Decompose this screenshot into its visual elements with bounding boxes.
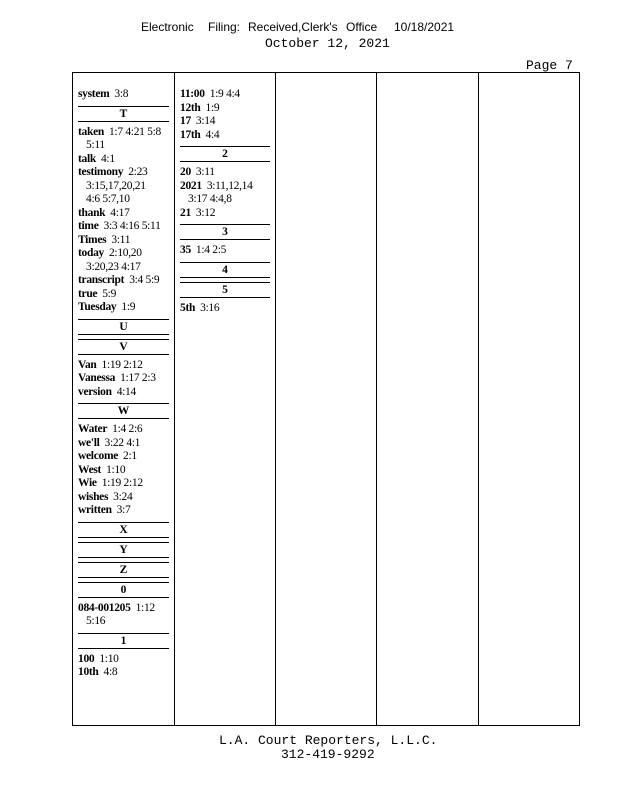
section-header: 2 [180,146,270,162]
index-entry [78,450,174,464]
page-line-refs: 1:10 [99,652,119,665]
index-term: Van [78,358,97,371]
index-entry [180,129,275,143]
page-line-refs: 1:4 2:6 [112,423,143,435]
index-term: time [78,220,99,232]
page-line-refs: 3:14 [195,115,216,127]
index-entry [78,386,174,400]
index-entry [78,153,174,167]
section-header: X [78,522,169,538]
section-header: 3 [180,224,270,240]
stamp-word: Electronic [141,20,194,34]
reporter-name: L.A. Court Reporters, L.L.C. [219,733,438,748]
page-line-refs: 4:4 [205,128,220,141]
index-entry [78,423,174,437]
page-line-refs: 2:10,20 [108,247,142,259]
index-term: 5th [180,301,196,314]
index-entry [78,477,174,491]
index-entry [78,288,174,302]
index-entry [180,166,275,180]
index-term: true [78,287,98,300]
reporter-phone: 312-419-9292 [281,747,375,762]
page-line-refs: 5:11 [86,139,105,151]
page-line-refs: 3:22 4:1 [104,436,141,449]
index-column-3 [276,73,377,725]
word-index [72,72,580,726]
index-entry [78,88,174,102]
page-line-refs: 1:17 2:3 [120,372,156,384]
page-line-refs: 3:8 [114,88,129,100]
index-entry [78,602,174,616]
index-entry [180,244,275,258]
index-term: version [78,385,112,398]
index-entry [180,302,275,316]
index-term: Tuesday [78,301,117,313]
index-term: welcome [78,450,119,462]
section-header: Z [78,562,169,578]
page-line-refs: 4:6 5:7,10 [86,193,130,205]
page-line-refs: 1:19 2:12 [101,477,143,489]
index-term: transcript [78,274,125,286]
page-line-refs: 3:3 4:16 5:11 [103,220,161,232]
index-entry [78,653,174,667]
page-line-refs: 4:1 [100,152,115,165]
index-term: Times [78,233,107,246]
page-line-refs: 3:11,12,14 [206,179,253,192]
page-line-refs: 3:15,17,20,21 [86,179,146,192]
page-line-refs: 1:19 2:12 [101,358,143,371]
index-term: 20 [180,166,191,178]
index-term: West [78,463,102,476]
index-term: system [78,88,110,100]
index-entry [78,301,174,315]
index-entry [78,234,174,248]
section-header: 4 [180,262,270,278]
section-header: 1 [78,633,169,649]
section-header: Y [78,542,169,558]
index-entry [78,464,174,478]
index-entry [78,274,174,288]
page-line-refs: 3:17 4:4,8 [188,193,232,205]
index-entry [78,166,174,180]
page-line-refs: 4:8 [103,666,118,678]
index-term: thank [78,206,106,219]
index-term: 12th [180,101,201,114]
page-line-refs: 3:11 [195,166,215,178]
page-line-refs: 3:16 [200,301,220,314]
index-term: Wie [78,477,97,489]
page-line-refs: 1:10 [106,463,126,476]
index-entry-continued [180,193,275,207]
index-term: 084-001205 [78,601,131,614]
index-term: Water [78,423,108,435]
index-entry-continued [78,180,174,194]
index-entry [180,88,275,102]
index-term: 11:00 [180,88,205,100]
page-line-refs: 3:11 [111,233,131,246]
index-term: Vanessa [78,372,116,384]
page-line-refs: 1:12 [135,601,155,614]
page-line-refs: 1:4 2:5 [195,244,227,256]
index-term: 17th [180,128,201,141]
index-entry-continued [78,261,174,275]
page-number: Page 7 [526,58,573,73]
stamp-word: Filing: [208,20,241,34]
section-header: W [78,403,169,419]
section-header: U [78,319,169,335]
index-entry-continued [78,193,174,207]
page-line-refs: 3:24 [113,490,133,503]
index-column-2 [175,73,276,725]
page-line-refs: 2:1 [123,450,137,462]
page-line-refs: 1:9 [121,301,136,313]
index-term: 17 [180,115,191,127]
index-term: 10th [78,666,99,678]
stamp-word: Received,Clerk's [248,20,338,34]
page-line-refs: 3:7 [116,504,131,516]
index-term: taken [78,125,104,138]
index-term: we'll [78,436,100,449]
section-header: T [78,106,169,122]
index-entry [180,115,275,129]
page-line-refs: 1:7 4:21 5:8 [108,125,161,138]
index-entry [78,126,174,140]
section-header: 0 [78,582,169,598]
index-term: wishes [78,490,109,503]
index-entry [78,207,174,221]
index-entry [78,247,174,261]
index-column-1 [73,73,175,725]
stamp-word: Office [346,20,378,34]
index-term: talk [78,152,96,165]
index-column-5 [479,73,581,725]
page-line-refs: 5:9 [102,287,117,300]
index-entry [78,359,174,373]
transcript-date: October 12, 2021 [265,36,390,51]
page-line-refs: 2:23 [128,166,148,178]
index-entry [180,207,275,221]
index-entry [78,491,174,505]
index-entry [180,102,275,116]
page-line-refs: 4:14 [116,385,136,398]
index-term: 21 [180,206,191,219]
stamp-word: 10/18/2021 [394,20,455,34]
index-term: 100 [78,652,95,665]
page-line-refs: 3:12 [195,206,216,219]
page-line-refs: 4:17 [110,206,130,219]
page-line-refs: 1:9 4:4 [209,88,240,100]
filing-stamp [141,20,454,34]
page-line-refs: 3:20,23 4:17 [86,260,141,273]
index-entry [78,666,174,680]
index-entry [78,220,174,234]
section-header: V [78,339,169,355]
index-entry-continued [78,139,174,153]
index-entry-continued [78,615,174,629]
section-header: 5 [180,282,270,298]
index-term: written [78,504,112,516]
page-line-refs: 3:4 5:9 [129,274,160,286]
page-line-refs: 1:9 [205,101,220,114]
index-column-4 [377,73,479,725]
index-entry [78,504,174,518]
index-term: testimony [78,166,124,178]
index-entry [78,372,174,386]
index-entry [180,180,275,194]
index-entry [78,437,174,451]
index-term: 2021 [180,179,202,192]
index-term: today [78,247,104,259]
page-line-refs: 5:16 [86,615,106,627]
index-term: 35 [180,244,191,256]
